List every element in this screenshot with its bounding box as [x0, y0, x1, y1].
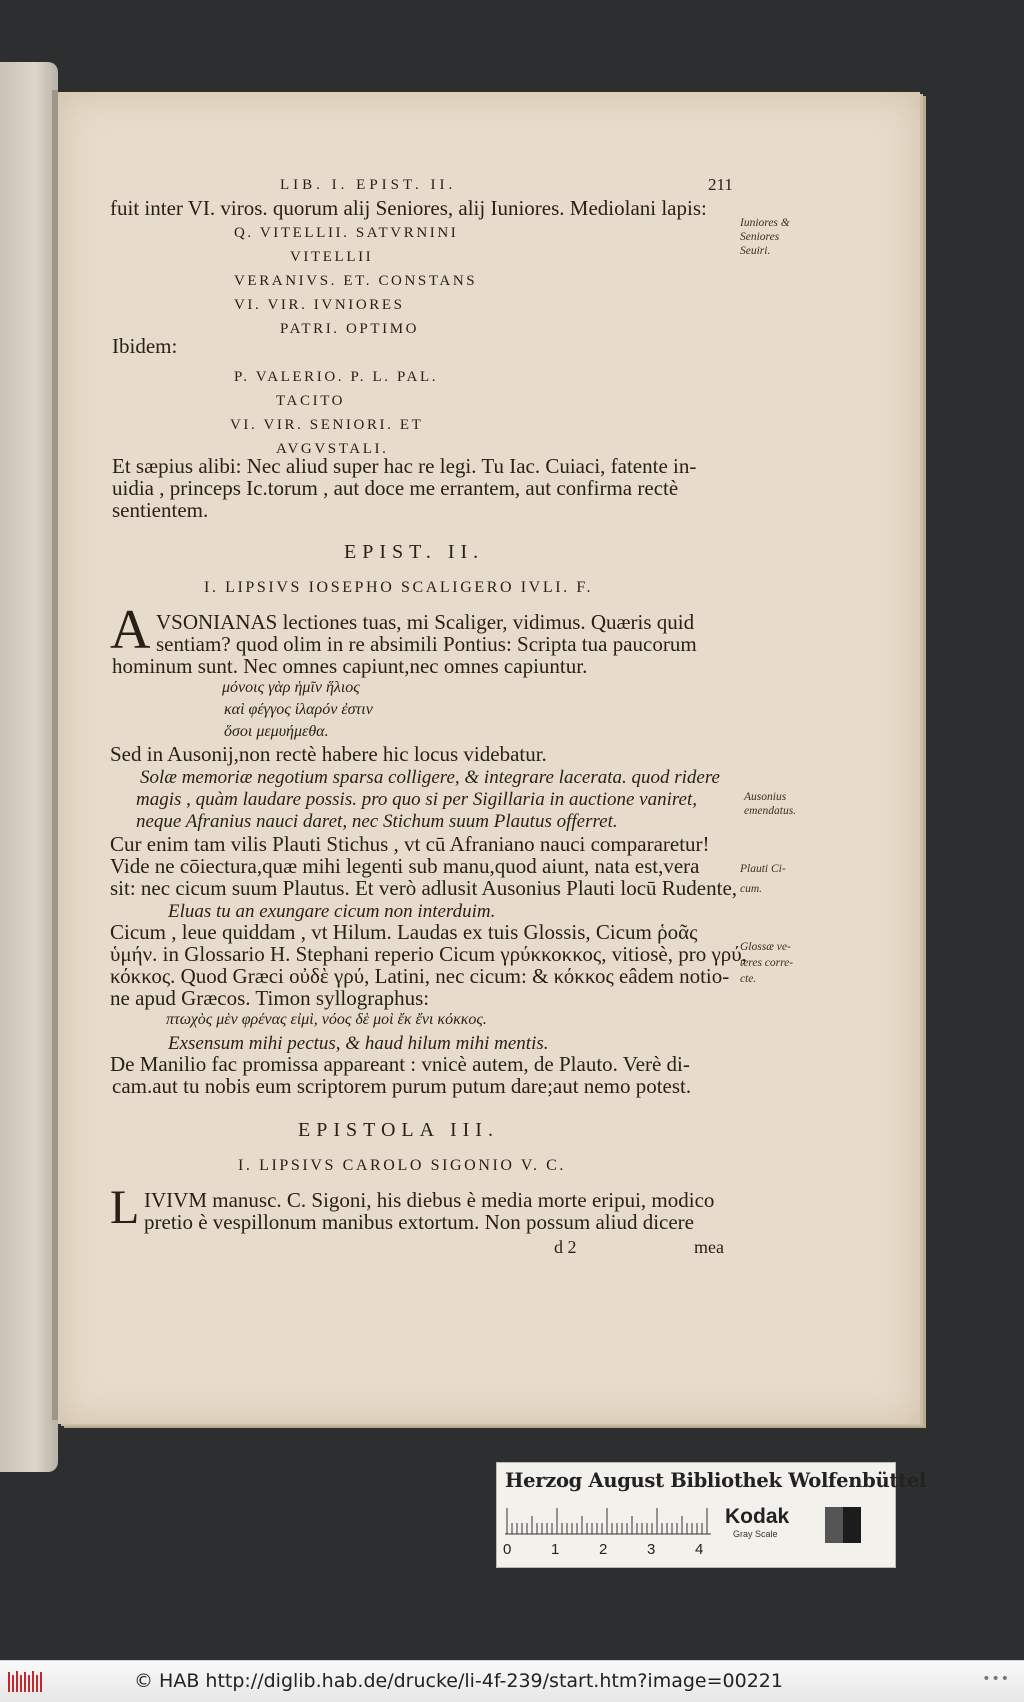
more-options-icon[interactable]: ••• — [982, 1671, 1010, 1687]
kodak-logo: Kodak — [725, 1505, 790, 1528]
signature-mark: d 2 — [554, 1237, 577, 1257]
text-line: Cur enim tam vilis Plauti Stichus , vt cū Afraniano nauci compararetur! — [110, 832, 710, 856]
gray-patch — [825, 1507, 843, 1543]
running-head: LIB. I. EPIST. II. — [280, 177, 457, 193]
inscription-line: PATRI. OPTIMO — [280, 321, 420, 337]
library-name: Herzog August Bibliothek Wolfenbüttel — [505, 1469, 926, 1492]
left-page-edge — [0, 62, 58, 1472]
margin-note: Plauti Ci- — [740, 863, 786, 875]
epistle-heading: EPISTOLA III. — [298, 1119, 499, 1141]
quote-line: Exsensum mihi pectus, & haud hilum mihi mentis. — [168, 1033, 549, 1054]
scale-ruler — [505, 1507, 711, 1535]
margin-note: cum. — [740, 883, 763, 895]
text-line: Ibidem: — [112, 334, 178, 358]
greek-line: μόνοις γὰρ ἡμῖν ἥλιος — [222, 679, 360, 696]
margin-note: teres corre- — [740, 957, 794, 969]
greek-line: καὶ φέγγος ἱλαρόν ἐστιν — [224, 701, 373, 718]
quote-line: neque Afranius nauci daret, nec Stichum suum Plautus offerret. — [136, 811, 618, 832]
black-patch — [843, 1507, 861, 1543]
text-line: Cicum , leue quiddam , vt Hilum. Laudas ex tuis Glossis, Cicum ῥοᾶς — [110, 920, 698, 944]
inscription-line: VI. VIR. SENIORI. ET — [230, 417, 424, 433]
inscription-line: P. VALERIO. P. L. PAL. — [234, 369, 439, 385]
text-line: pretio è vespillonum manibus extortum. Non possum aliud dicere — [144, 1210, 694, 1234]
epistle-subheading: I. LIPSIVS CAROLO SIGONIO V. C. — [238, 1157, 567, 1174]
inscription-line: Q. VITELLII. SATVRNINI — [234, 225, 459, 241]
inscription-line: TACITO — [276, 393, 346, 409]
quote-line: Solæ memoriæ negotium sparsa colligere, & integrare lacerata. quod ridere — [140, 767, 720, 788]
inscription-line: AVGVSTALI. — [276, 441, 389, 457]
text-line: fuit inter VI. viros. quorum alij Seniores, alij Iuniores. Mediolani lapis: — [110, 196, 707, 220]
text-line: VSONIANAS lectiones tuas, mi Scaliger, vidimus. Quæris quid — [156, 610, 695, 634]
quote-line: Eluas tu an exungare cicum non interduim. — [168, 901, 496, 922]
margin-note: cte. — [740, 973, 757, 985]
gray-scale-label: Gray Scale — [733, 1529, 778, 1539]
margin-note: Ausonius — [744, 791, 787, 803]
scale-number: 4 — [695, 1541, 704, 1558]
text-line: cam.aut tu nobis eum scriptorem purum putum dare;aut nemo potest. — [112, 1074, 692, 1098]
text-line: uidia , princeps Ic.torum , aut doce me errantem, aut confirma rectè — [112, 476, 679, 500]
inscription-line: VITELLII — [290, 249, 374, 265]
quote-line: magis , quàm laudare possis. pro quo si per Sigillaria in auctione vaniret, — [136, 789, 698, 810]
book-page — [58, 92, 920, 1424]
text-line: Et sæpius alibi: Nec aliud super hac re legi. Tu Iac. Cuiaci, fatente in- — [112, 454, 697, 478]
greek-line: πτωχὸς μὲν φρένας εἰμὶ, νόος δὲ μοὶ ἔκ ἔνι κόκκος. — [166, 1011, 487, 1028]
scale-number: 1 — [551, 1541, 560, 1558]
text-line: IVIVM manusc. C. Sigoni, his diebus è media morte eripui, modico — [144, 1188, 715, 1212]
text-line: sentiam? quod olim in re absimili Pontius: Scripta tua paucorum — [156, 632, 697, 656]
copyright-url[interactable]: © HAB http://diglib.hab.de/drucke/li-4f-239/start.htm?image=00221 — [134, 1670, 783, 1692]
text-line: sentientem. — [112, 498, 209, 522]
text-line: Vide ne cōiectura,quæ mihi legenti sub manu,quod aiunt, nata est,vera — [110, 854, 700, 878]
scale-number: 3 — [647, 1541, 656, 1558]
margin-note: Glossæ ve- — [740, 941, 791, 953]
color-reference-card — [496, 1462, 926, 1568]
scale-number: 2 — [599, 1541, 608, 1558]
greek-line: ὅσοι μεμυήμεθα. — [224, 723, 329, 740]
drop-cap: A — [110, 599, 151, 661]
page-number: 211 — [708, 175, 733, 194]
text-line: hominum sunt. Nec omnes capiunt,nec omnes capiuntur. — [112, 654, 588, 678]
inscription-line: VERANIVS. ET. CONSTANS — [234, 273, 478, 289]
text-line: Sed in Ausonij,non rectè habere hic locus videbatur. — [110, 742, 547, 766]
text-line: sit: nec cicum suum Plautus. Et verò adlusit Ausonius Plauti locū Rudente, — [110, 876, 738, 900]
epistle-heading: EPIST. II. — [344, 541, 485, 563]
drop-cap: L — [110, 1181, 140, 1234]
footer-bar — [0, 1660, 1024, 1702]
text-line: κόκκος. Quod Græci οὐδὲ γρύ, Latini, nec cicum: & κόκκος eâdem notio- — [110, 964, 730, 988]
margin-note: emendatus. — [744, 805, 797, 817]
text-line: De Manilio fac promissa appareant : vnicè autem, de Plauto. Verè di- — [110, 1052, 690, 1076]
scale-number: 0 — [503, 1541, 512, 1558]
epistle-subheading: I. LIPSIVS IOSEPHO SCALIGERO IVLI. F. — [204, 579, 594, 596]
margin-note: Seniores — [740, 231, 780, 243]
margin-note: Seuiri. — [740, 245, 771, 257]
margin-note: Iuniores & — [740, 217, 790, 229]
catchword: mea — [694, 1237, 724, 1257]
inscription-line: VI. VIR. IVNIORES — [234, 297, 405, 313]
hab-logo-icon — [6, 1669, 46, 1695]
text-line: ne apud Græcos. Timon syllographus: — [110, 986, 430, 1010]
text-line: ὑμήν. in Glossario H. Stephani reperio Cicum γρύκκοκκος, vitiosè, pro γρύ, — [110, 942, 747, 966]
